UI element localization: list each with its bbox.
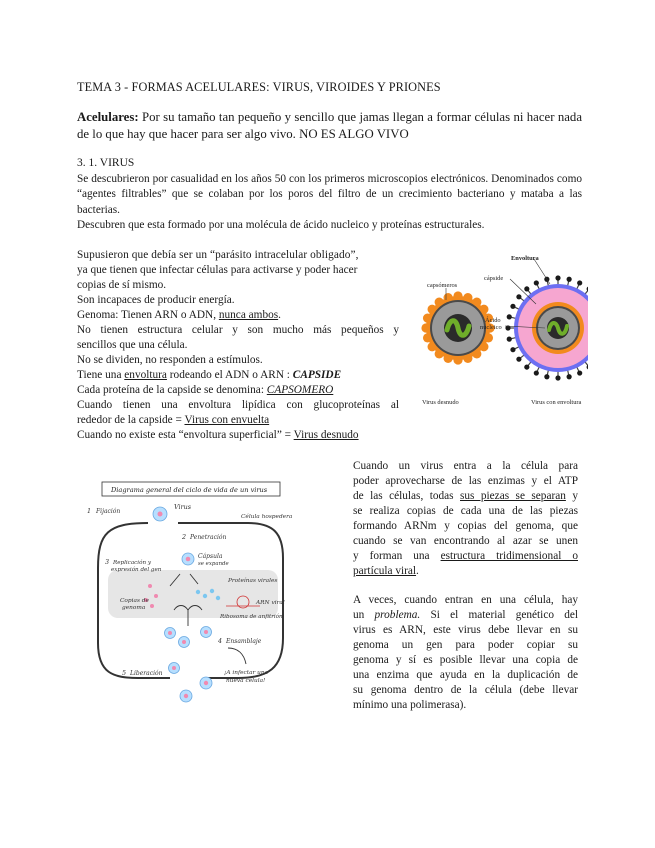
paragraph-text: Descubren que esta formado por una molécula de ácido nucleico y proteínas estructurales. bbox=[77, 218, 485, 231]
enveloped-virus-illustration bbox=[505, 275, 588, 380]
label-proteinas-virales: Proteínas virales bbox=[228, 578, 278, 584]
right-paragraph-line: Cuando un virus entra a la célula para bbox=[353, 460, 578, 472]
section-paragraph-1 bbox=[77, 172, 582, 233]
glycoprotein-head bbox=[510, 347, 515, 352]
label-se-expande: se expande bbox=[198, 561, 229, 567]
feature-line: copias de sí mismo. bbox=[77, 279, 167, 291]
feature-line: Son incapaces de producir energía. bbox=[77, 294, 235, 306]
right-paragraph-line: cuando se van encontrando al azar se unen bbox=[353, 535, 578, 547]
feature-line bbox=[77, 308, 281, 323]
glycoprotein-head bbox=[544, 374, 549, 379]
right-paragraph-line: mínimo una polimerasa). bbox=[353, 699, 467, 711]
right-underlined: partícula viral bbox=[353, 565, 417, 577]
glycoprotein-head bbox=[516, 357, 521, 362]
intro-text: Por su tamaño tan pequeño y sencillo que jamas llegan a formar células ni hacer nada de lo que hay que hacer para ser algo vivo. NO ES ALGO VIVO bbox=[77, 110, 582, 141]
page-title: TEMA 3 - FORMAS ACELULARES: VIRUS, VIROIDES Y PRIONES bbox=[77, 80, 441, 94]
feature-text: Genoma: Tienen ARN o ADN, bbox=[77, 309, 219, 321]
feature-underlined: Virus desnudo bbox=[293, 429, 359, 441]
right-text: un bbox=[353, 609, 375, 621]
glycoprotein-head bbox=[524, 286, 529, 291]
diagram-title: Diagrama general del ciclo de vida de un virus bbox=[111, 486, 268, 494]
intro-term: Acelulares: bbox=[77, 110, 139, 124]
step-number: 5 bbox=[122, 669, 127, 677]
label-replicacion: Replicación y bbox=[113, 560, 151, 566]
right-paragraph-line bbox=[353, 489, 578, 504]
feature-text: rededor de la capside = bbox=[77, 414, 185, 426]
capside-term: CAPSIDE bbox=[292, 369, 342, 381]
feature-line bbox=[77, 428, 359, 443]
label-copias: Copias de bbox=[120, 598, 149, 604]
feature-text: . bbox=[278, 309, 281, 321]
right-paragraph-line: poder aprovecharse de las enzimas y el ATP bbox=[353, 475, 578, 487]
caption-virus-desnudo: Virus desnudo bbox=[422, 399, 459, 406]
label-genoma: genoma bbox=[122, 605, 146, 611]
label-capsula: Cápsula bbox=[198, 553, 223, 560]
feature-text: rodeando el ADN o ARN : bbox=[166, 369, 293, 381]
right-paragraph-line: genoma un gen para poder copiar su bbox=[353, 639, 578, 651]
glycoprotein-head bbox=[510, 304, 515, 309]
label-ensamblaje: Ensamblaje bbox=[226, 638, 262, 645]
right-paragraph-line: una enzima que ayuda en la duplicación de bbox=[353, 669, 578, 681]
right-text: y bbox=[565, 490, 578, 502]
feature-text: Cuando no existe esta “envoltura superficial” = bbox=[77, 429, 294, 441]
right-paragraph-line: su genoma dentro de la célula (debe llevar bbox=[353, 684, 578, 696]
label-liberacion: Liberación bbox=[130, 670, 163, 677]
glycoprotein-head bbox=[534, 280, 539, 285]
feature-text: Tiene una bbox=[77, 369, 125, 381]
feature-line bbox=[77, 383, 333, 398]
glycoprotein-head bbox=[507, 314, 512, 319]
glycoprotein-head bbox=[555, 375, 560, 380]
glycoprotein-head bbox=[577, 370, 582, 375]
capsomero-term: CAPSOMERO bbox=[266, 384, 334, 396]
caption-virus-envoltura: Virus con envoltura bbox=[531, 399, 582, 406]
feature-line: Cuando tienen una envoltura lipídica con glucoproteínas al bbox=[77, 399, 399, 411]
right-underlined: sus piezas se separan bbox=[460, 490, 566, 502]
right-paragraph-line: se realiza copias de cada una de las piezas bbox=[353, 505, 578, 517]
section-heading: 3. 1. VIRUS bbox=[77, 157, 135, 169]
virus-structure-figure bbox=[410, 246, 588, 414]
right-underlined: estructura tridimensional o bbox=[440, 550, 578, 562]
glycoprotein-head bbox=[555, 275, 560, 280]
label-celula-hospedera: Célula hospedera bbox=[241, 514, 293, 520]
step-number: 3 bbox=[105, 558, 110, 566]
right-paragraph-line bbox=[353, 564, 419, 579]
feature-underlined: envoltura bbox=[124, 369, 167, 381]
right-italic: problema. bbox=[374, 609, 421, 621]
feature-underlined: Virus con envuelta bbox=[184, 414, 270, 426]
virus-life-cycle-diagram bbox=[78, 478, 304, 723]
feature-text: Cada proteína de la capside se denomina: bbox=[77, 384, 267, 396]
feature-line: ya que tienen que infectar células para activarse y poder hacer bbox=[77, 264, 358, 276]
label-infectar: ¡A infectar una bbox=[224, 670, 269, 676]
right-paragraph-line: genoma y sí es posible llevar una copia de bbox=[353, 654, 578, 666]
step-number: 2 bbox=[182, 533, 187, 541]
step-number: 4 bbox=[218, 637, 223, 645]
right-paragraph-line: A veces, cuando entran en una célula, hay bbox=[353, 594, 578, 606]
right-text: y forman una bbox=[353, 550, 441, 562]
label-penetracion: Penetración bbox=[190, 534, 227, 541]
right-paragraph-line bbox=[353, 608, 578, 623]
paragraph-text: Se descubrieron por casualidad en los años 50 con los primeros microscopios electrónicos. Denominados como “agentes filtrables” que se colaban por los poros del filtro de un crecimiento bacteriano y mataba a las bacterias. bbox=[77, 173, 582, 216]
feature-line: Supusieron que debía ser un “parásito intracelular obligado”, bbox=[77, 249, 359, 261]
glycoprotein-head bbox=[534, 370, 539, 375]
label-capside: cápside bbox=[484, 275, 504, 282]
feature-line: No se dividen, no responden a estímulos. bbox=[77, 354, 263, 366]
glycoprotein-head bbox=[516, 294, 521, 299]
label-fijacion: Fijación bbox=[96, 508, 121, 515]
feature-line bbox=[77, 368, 341, 383]
label-expresion: expresión del gen bbox=[111, 567, 162, 573]
label-nucleico: nucleico bbox=[480, 324, 502, 331]
label-acido: Ácido bbox=[485, 317, 501, 324]
right-paragraph-line: formando ARNm y copias del genoma, que bbox=[353, 520, 578, 532]
label-envoltura: Envoltura bbox=[511, 255, 539, 262]
right-paragraph-line bbox=[353, 549, 578, 564]
feature-line bbox=[77, 413, 269, 428]
right-text: Si el material genético del bbox=[420, 609, 578, 621]
glycoprotein-head bbox=[567, 374, 572, 379]
label-ribosoma: Ribosoma de anfitrión bbox=[220, 614, 283, 620]
label-capsomeros: capsómeros bbox=[427, 282, 458, 289]
glycoprotein-head bbox=[577, 280, 582, 285]
feature-line: No tienen estructura celular y son mucho más pequeños y bbox=[77, 324, 399, 336]
right-text: de las células, todas bbox=[353, 490, 460, 502]
right-text: . bbox=[416, 565, 419, 577]
glycoprotein-head bbox=[567, 277, 572, 282]
label-arn-viral: ARN viral bbox=[256, 600, 285, 606]
glycoprotein-head bbox=[507, 337, 512, 342]
right-paragraph-line: virus es ARN, este virus debe llevar en su bbox=[353, 624, 578, 636]
step-number: 1 bbox=[87, 507, 92, 515]
feature-underlined: nunca ambos bbox=[218, 309, 279, 321]
label-nueva-celula: nueva célula! bbox=[226, 678, 266, 684]
label-virus: Virus bbox=[174, 503, 191, 511]
glycoprotein-head bbox=[524, 364, 529, 369]
intro-paragraph bbox=[77, 109, 582, 143]
feature-line: sencillos que una célula. bbox=[77, 339, 188, 351]
